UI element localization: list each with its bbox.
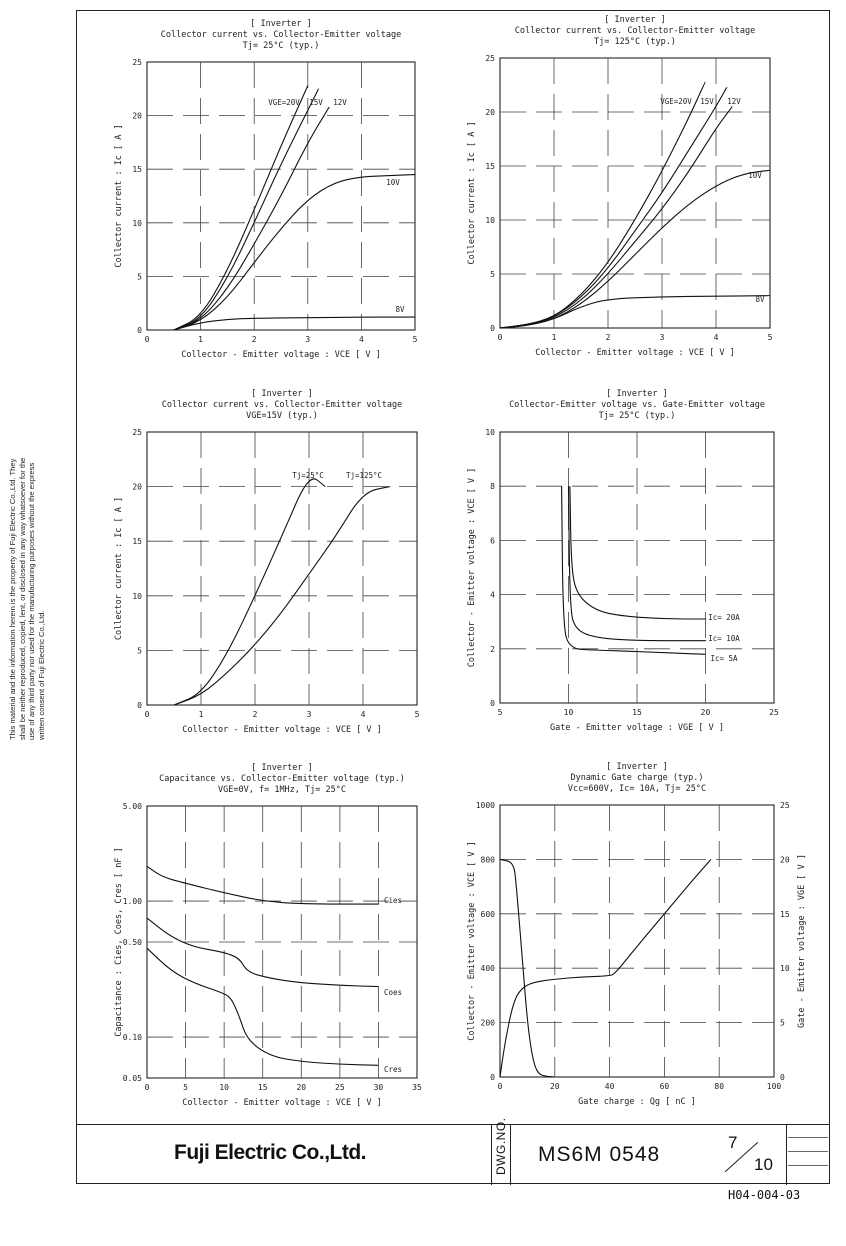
y-tick-label: 0	[490, 1073, 495, 1082]
x-tick-label: 30	[373, 1083, 384, 1092]
series-label: 12V	[333, 98, 347, 107]
y-axis-label: Capacitance : Cies, Coes, Cres [ nF ]	[114, 847, 124, 1037]
series-label: Coes	[383, 988, 403, 997]
series-line-ic-20a	[570, 486, 706, 619]
document-reference: H04-004-03	[728, 1188, 801, 1202]
series-label: Ic= 20A	[708, 613, 740, 622]
y-tick-label: 20	[132, 111, 142, 121]
x-tick-label: 35	[412, 1083, 422, 1092]
chart-title: [ Inverter ]	[606, 762, 668, 772]
title-block-divider	[491, 1125, 492, 1185]
x-tick-label: 1	[198, 335, 204, 344]
y-axis-label: Collector current : Ic [ A ]	[114, 496, 124, 641]
x-tick-label: 40	[604, 1082, 615, 1091]
x-tick-label: 4	[713, 333, 719, 342]
y-tick-label: 25	[132, 428, 142, 437]
y-tick-label: 20	[132, 482, 142, 492]
chart-title: [ Inverter ]	[606, 389, 668, 399]
x-axis-label: Gate - Emitter voltage : VGE [ V ]	[550, 723, 724, 733]
x-axis-label: Collector - Emitter voltage : VCE [ V ]	[181, 350, 381, 360]
page-total: 10	[754, 1155, 773, 1174]
y-tick-label: 600	[480, 909, 495, 919]
x-tick-label: 0	[144, 335, 150, 344]
chart-condition: Tj= 125°C (typ.)	[594, 37, 676, 47]
y-tick-label: 800	[480, 855, 495, 865]
x-tick-label: 20	[700, 708, 711, 717]
x-tick-label: 5	[412, 335, 418, 344]
series-label: 10V	[748, 171, 762, 180]
series-line-15v	[174, 89, 319, 330]
series-line-vge-20v	[174, 86, 308, 330]
chart-subtitle: Collector current vs. Collector-Emitter voltage	[160, 30, 402, 40]
series-line-12v	[500, 107, 732, 328]
series-label: 15V	[309, 98, 323, 107]
title-block	[76, 1117, 830, 1184]
y-tick-label: 5.00	[122, 802, 142, 811]
y-tick-label: 15	[132, 165, 142, 175]
series-label: 8V	[755, 295, 765, 304]
chart-condition: Tj= 25°C (typ.)	[242, 41, 320, 51]
chart-title: [ Inverter ]	[604, 15, 666, 25]
y-tick-label: 2	[490, 644, 495, 654]
x-tick-label: 10	[563, 708, 574, 717]
series-line-ic-5a	[562, 486, 706, 654]
y2-tick-label: 0	[780, 1073, 785, 1082]
series-line-8v	[174, 317, 415, 330]
x-axis-label: Collector - Emitter voltage : VCE [ V ]	[182, 725, 382, 735]
series-label: Cres	[383, 1065, 403, 1074]
x-tick-label: 100	[766, 1082, 782, 1091]
y-tick-label: 8	[490, 482, 495, 492]
chart-condition: Tj= 25°C (typ.)	[598, 411, 676, 421]
y-tick-label: 15	[485, 162, 495, 171]
series-line-vge	[500, 859, 711, 1077]
x-axis-label: Collector - Emitter voltage : VCE [ V ]	[182, 1098, 382, 1108]
x-tick-label: 5	[767, 333, 773, 342]
y-tick-label: 6	[490, 536, 495, 546]
chart-condition: VGE=0V, f= 1MHz, Tj= 25°C	[218, 785, 346, 795]
y2-axis-label: Gate - Emitter voltage : VGE [ V ]	[797, 854, 807, 1028]
x-tick-label: 80	[714, 1082, 725, 1091]
x-tick-label: 0	[497, 1082, 503, 1091]
y-axis-label: Collector current : Ic [ A ]	[114, 124, 124, 268]
x-tick-label: 5	[497, 708, 503, 717]
x-tick-label: 1	[198, 710, 204, 719]
confidentiality-note-text: This material and the information herein is the property of Fuji Electric Co.,Ltd. They shall be neither reproduced, copied, lent, or disclosed in any way whatsoever for the use of any third party nor used for the manufacturing purposes without the express written consent of Fuji Electric Co.,Ltd.	[8, 457, 46, 740]
y-tick-label: 0.10	[122, 1033, 142, 1043]
y2-tick-label: 15	[780, 909, 790, 919]
title-block-divider	[786, 1125, 787, 1185]
y-tick-label: 1000	[475, 801, 495, 810]
chart-subtitle: Collector-Emitter voltage vs. Gate-Emitter voltage	[509, 400, 765, 410]
series-line-tj-25-c	[174, 479, 325, 705]
series-line-12v	[174, 107, 329, 330]
x-tick-label: 2	[605, 333, 611, 342]
dwg-no-label-box	[494, 1115, 510, 1175]
chart-title: [ Inverter ]	[251, 763, 313, 773]
series-line-10v	[500, 170, 770, 328]
y-tick-label: 0	[137, 701, 142, 710]
series-label: Tj=125°C	[345, 471, 383, 480]
y-tick-label: 4	[490, 590, 495, 600]
title-block-divider	[510, 1125, 511, 1185]
y-tick-label: 25	[132, 58, 142, 67]
x-tick-label: 20	[549, 1082, 560, 1091]
chart-title: [ Inverter ]	[251, 389, 313, 399]
series-label: Cies	[383, 896, 403, 905]
series-label: 15V	[700, 97, 714, 106]
x-tick-label: 15	[257, 1083, 268, 1092]
x-tick-label: 0	[497, 333, 503, 342]
revision-line	[788, 1165, 828, 1166]
y-tick-label: 10	[485, 428, 495, 437]
x-tick-label: 2	[252, 710, 258, 719]
y-tick-label: 200	[480, 1018, 495, 1028]
y-tick-label: 0.05	[122, 1074, 142, 1083]
y-tick-label: 1.00	[122, 897, 142, 907]
series-label: Ic= 10A	[708, 634, 740, 643]
y-axis-label: Collector - Emitter voltage : VCE [ V ]	[467, 841, 477, 1041]
y2-tick-label: 25	[780, 801, 790, 810]
chart-subtitle: Collector current vs. Collector-Emitter voltage	[514, 26, 756, 36]
x-tick-label: 3	[306, 710, 312, 719]
x-tick-label: 25	[769, 708, 779, 717]
revision-line	[788, 1151, 828, 1152]
x-tick-label: 2	[251, 335, 257, 344]
y-tick-label: 20	[485, 108, 495, 117]
y2-tick-label: 10	[780, 964, 790, 974]
x-tick-label: 20	[296, 1083, 307, 1092]
chart-condition: VGE=15V (typ.)	[246, 411, 318, 421]
y-tick-label: 0	[490, 324, 495, 333]
x-tick-label: 5	[183, 1083, 188, 1092]
y-tick-label: 0.50	[122, 938, 142, 947]
x-tick-label: 4	[360, 710, 366, 719]
series-line-vge-20v	[500, 82, 705, 328]
series-label: 12V	[727, 97, 741, 106]
x-tick-label: 5	[414, 710, 420, 719]
x-axis-label: Collector - Emitter voltage : VCE [ V ]	[535, 348, 735, 358]
series-label: 10V	[386, 178, 400, 187]
series-label: VGE=20V	[268, 98, 300, 107]
y-tick-label: 5	[137, 646, 142, 656]
series-line-8v	[500, 296, 770, 328]
chart-subtitle: Capacitance vs. Collector-Emitter voltage (typ.)	[159, 774, 405, 784]
y-tick-label: 10	[485, 216, 495, 225]
x-tick-label: 4	[358, 335, 364, 344]
series-label: Ic= 5A	[710, 654, 738, 663]
x-tick-label: 3	[659, 333, 665, 342]
y-tick-label: 5	[137, 272, 142, 282]
series-label: Tj=25°C	[292, 471, 324, 480]
chart-subtitle: Dynamic Gate charge (typ.)	[570, 773, 704, 783]
x-tick-label: 15	[632, 708, 642, 717]
x-tick-label: 10	[219, 1083, 229, 1092]
series-line-10v	[174, 175, 415, 330]
y-tick-label: 5	[490, 270, 495, 279]
x-tick-label: 3	[305, 335, 311, 344]
y2-tick-label: 20	[780, 855, 790, 865]
y-axis-label: Collector - Emitter voltage : VCE [ V ]	[467, 467, 477, 668]
x-tick-label: 0	[144, 1083, 150, 1092]
x-tick-label: 0	[144, 710, 150, 719]
drawing-number: MS6M 0548	[538, 1143, 661, 1166]
y-tick-label: 0	[490, 699, 495, 708]
y2-tick-label: 5	[780, 1018, 785, 1028]
plot-frame	[500, 805, 774, 1077]
y-tick-label: 10	[132, 218, 142, 228]
y-tick-label: 10	[132, 591, 142, 601]
series-label: 8V	[395, 305, 405, 314]
y-tick-label: 25	[485, 54, 495, 63]
chart-title: [ Inverter ]	[250, 19, 312, 29]
series-line-15v	[500, 87, 727, 328]
x-axis-label: Gate charge : Qg [ nC ]	[578, 1097, 696, 1107]
chart-condition: Vcc=600V, Ic= 10A, Tj= 25°C	[567, 784, 707, 794]
x-tick-label: 60	[659, 1082, 670, 1091]
series-label: VGE=20V	[660, 97, 692, 106]
y-tick-label: 15	[132, 537, 142, 547]
dwg-no-label: DWG.NO.	[494, 1117, 508, 1175]
chart-subtitle: Collector current vs. Collector-Emitter voltage	[161, 400, 403, 410]
x-tick-label: 25	[335, 1083, 345, 1092]
x-tick-label: 1	[551, 333, 557, 342]
y-tick-label: 0	[137, 326, 142, 335]
page-number: 7	[728, 1133, 738, 1152]
revision-line	[788, 1137, 828, 1138]
y-axis-label: Collector current : Ic [ A ]	[467, 121, 477, 265]
company-name: Fuji Electric Co.,Ltd.	[174, 1141, 367, 1164]
y-tick-label: 400	[480, 964, 495, 974]
